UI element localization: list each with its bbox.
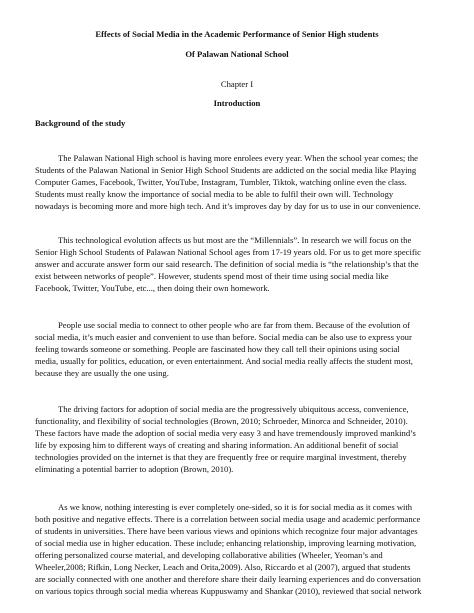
paragraph-5-line: offering personalized course material, and developing collaborative abilities (Wheeler, Yeoman’s and (35, 550, 383, 560)
paragraph-3-line: media, usually for politics, education, or even entertainment. And social media really affects the student most, (35, 356, 413, 366)
paragraph-2-line: answer and accurate answer form our said research. The definition of social media is “the relationship’s that the (35, 259, 419, 269)
paragraph-5-line: on various topics through social media whereas Kuppuswamy and Shankar (2010), reviewed that social network (35, 586, 422, 596)
paragraph-5-line: both positive and negative effects. There is a correlation between social media usage and academic performance (35, 514, 421, 524)
section-heading: Introduction (213, 98, 261, 108)
paragraph-2-line: Facebook, Twitter, YouTube, etc..., then doing their own homework. (35, 283, 270, 293)
chapter-heading: Chapter I (220, 79, 254, 89)
paragraph-5-line: of social media use in higher education. These include; enhancing relationship, improving learning motivation, (35, 538, 417, 548)
paragraph-2-line: exist between networks of people”. However, students spend most of their time using social media like (35, 271, 389, 281)
paragraph-4-line: functionality, and flexibility of social technologies (Brown, 2010; Schroeder, Minorca and Schneider, 2010). (35, 416, 408, 426)
paragraph-1-line: nowadays is becoming more and more high tech. And it’s improves day by day for us to use in our convenience. (35, 201, 421, 211)
paragraph-3-line: People use social media to connect to other people who are far from them. Because of the evolution of (58, 320, 410, 330)
paragraph-4-line: technologies provided on the internet is that they are frequently free or require marginal investment, thereby (35, 452, 407, 462)
paragraph-5-line: of students in universities. There have been various views and opinions which recognize four major advantages (35, 526, 418, 536)
title-line-1: Effects of Social Media in the Academic Performance of Senior High students (95, 29, 379, 39)
paragraph-1-line: Students of the Palawan National in Senior High School Students are addicted on the social media like Playing (35, 165, 417, 175)
paragraph-5-line: are socially connected with one another and therefore share their daily learning experiences and do conversation (35, 574, 421, 584)
paragraph-1-line: Computer Games, Facebook, Twitter, YouTube, Instagram, Tumbler, Tiktok, watching online even the class. (35, 177, 407, 187)
paragraph-1-line: Students must really know the importance of social media to be able to fulfil their own will. Technology (35, 189, 394, 199)
title-line-2: Of Palawan National School (185, 49, 289, 59)
paragraph-4-line: The driving factors for adoption of social media are the progressively ubiquitous access, convenience, (58, 404, 409, 414)
paragraph-2-line: This technological evolution affects us but most are the “Millennials”. In research we will focus on the (58, 235, 412, 245)
paragraph-1-line: The Palawan National High school is having more enrolees every year. When the school year comes; the (58, 153, 418, 163)
paragraph-4-line: eliminating a potential barrier to adoption (Brown, 2010). (35, 464, 234, 474)
paragraph-3-line: because they are usually the one using. (35, 368, 169, 378)
paragraph-4-line: These factors have made the adoption of social media very easy 3 and have tremendously improved mankind’s (35, 428, 416, 438)
paragraph-3-line: feeling towards someone or something. People are fascinated how they call tell their opinions using social (35, 344, 400, 354)
paragraph-4-line: life by exposing him to different ways of creating and sharing information. An additional benefit of social (35, 440, 399, 450)
paragraph-3-line: social media, it’s much easier and convenient to use than before. Social media can be also use to express your (35, 332, 412, 342)
subheading: Background of the study (35, 118, 126, 128)
paragraph-2-line: Senior High School Students of Palawan National School ages from 17-19 years old. For us to get more specific (35, 247, 421, 257)
paragraph-5-line: Wheeler,2008; Rifkin, Long Necker, Leach and Orita,2009). Also, Riccardo et al (2007), argued that students (35, 562, 411, 572)
paragraph-5-line: As we know, nothing interesting is ever completely one-sided, so it is for social media as it comes with (58, 502, 413, 512)
